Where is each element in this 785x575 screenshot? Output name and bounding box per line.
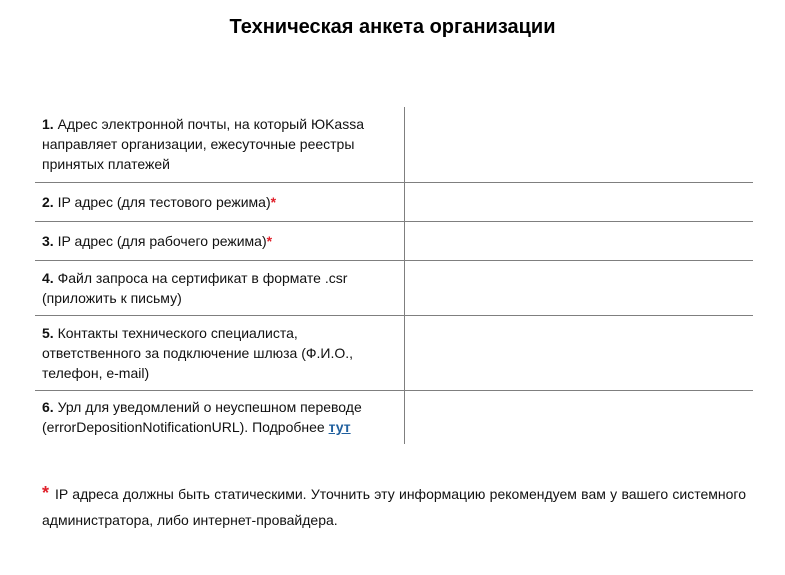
table-row <box>35 390 753 444</box>
answer-cell[interactable] <box>405 260 754 315</box>
row-number: 5. <box>42 324 54 341</box>
required-mark: * <box>266 232 273 249</box>
table-row <box>35 221 753 260</box>
question-cell <box>35 390 405 444</box>
footnote-text: IP адреса должны быть статическими. Уточнить эту информацию рекомендуем вам у вашего системного администратора, либо интернет-провайдера. <box>42 486 746 528</box>
row-number: 4. <box>42 269 54 286</box>
row-number: 6. <box>42 399 54 416</box>
question-cell <box>35 260 405 315</box>
page-title: Техническая анкета организации <box>229 16 556 38</box>
required-mark: * <box>270 193 277 210</box>
answer-cell[interactable] <box>405 390 754 444</box>
question-cell <box>35 315 405 390</box>
questionnaire-table <box>35 107 753 444</box>
answer-cell[interactable] <box>405 315 754 390</box>
answer-cell[interactable] <box>405 182 754 221</box>
footnote <box>42 480 746 533</box>
row-number: 3. <box>42 232 54 249</box>
question-text: IP адрес (для рабочего режима) <box>57 232 267 249</box>
question-cell <box>35 182 405 221</box>
question-text: Урл для уведомлений о неуспешном переводе (errorDepositionNotificationURL). Подробнее <box>42 399 362 436</box>
question-cell <box>35 107 405 182</box>
row-number: 1. <box>42 116 54 133</box>
table-row <box>35 107 753 182</box>
footnote-star: * <box>42 483 50 503</box>
table-row <box>35 315 753 390</box>
question-text: Контакты технического специалиста, ответственного за подключение шлюза (Ф.И.О., телефон, e-mail) <box>42 324 354 381</box>
answer-cell[interactable] <box>405 107 754 182</box>
table-row <box>35 182 753 221</box>
question-text: IP адрес (для тестового режима) <box>57 193 271 210</box>
details-link[interactable]: тут <box>328 419 351 436</box>
answer-cell[interactable] <box>405 221 754 260</box>
question-text: Файл запроса на сертификат в формате .csr (приложить к письму) <box>42 269 348 306</box>
question-text: Адрес электронной почты, на который ЮKassa направляет организации, ежесуточные реестры принятых платежей <box>42 116 364 173</box>
question-cell <box>35 221 405 260</box>
table-row <box>35 260 753 315</box>
row-number: 2. <box>42 193 54 210</box>
